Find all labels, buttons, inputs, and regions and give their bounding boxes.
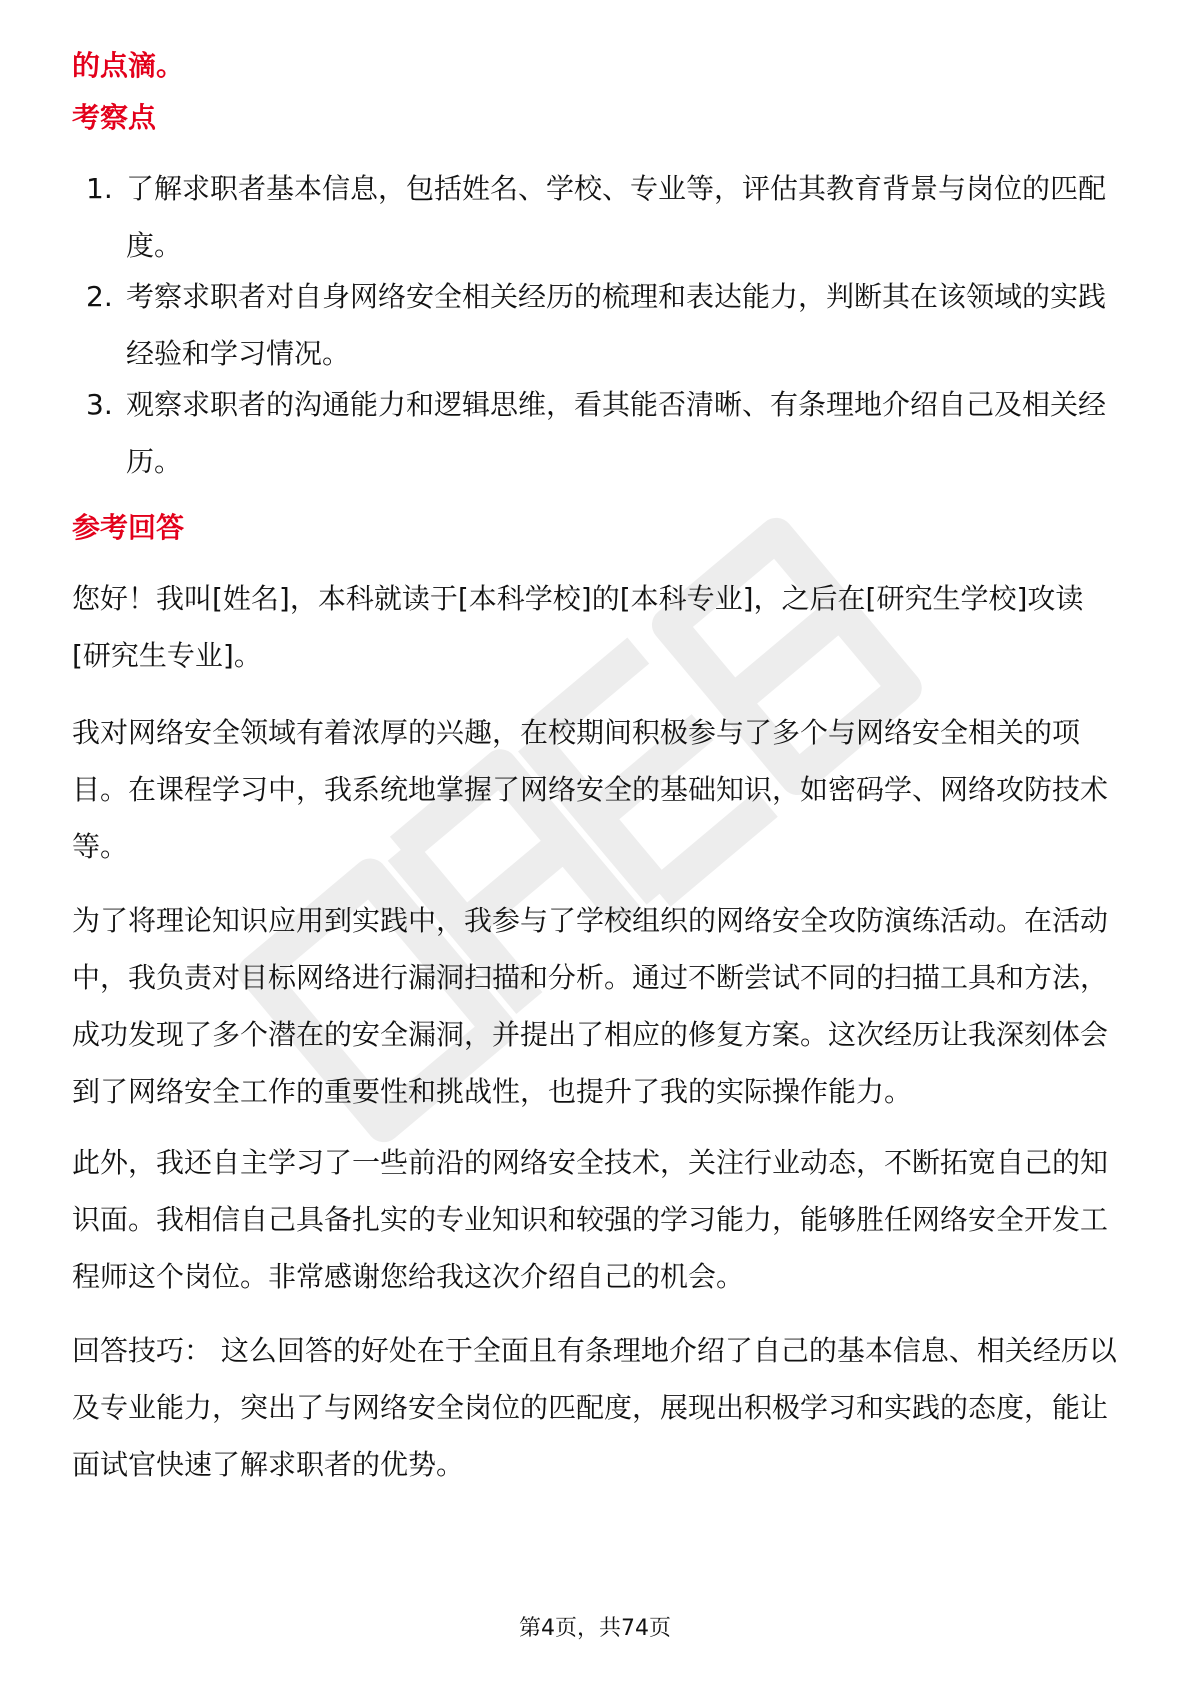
reference-answer-heading: 参考回答 <box>72 511 185 544</box>
top-fragment: 的点滴。 <box>72 49 185 82</box>
exam-point-text: 了解求职者基本信息，包括姓名、学校、专业等，评估其教育背景与岗位的匹配度。 <box>126 172 1107 262</box>
exam-point-number: 3. <box>86 388 113 421</box>
answer-paragraph: 为了将理论知识应用到实践中，我参与了学校组织的网络安全攻防演练活动。在活动中，我负责对目标网络进行漏洞扫描和分析。通过不断尝试不同的扫描工具和方法，成功发现了多个潜在的安全漏洞，并提出了相应的修复方案。这次经历让我深刻体会到了网络安全工作的重要性和挑战性，也提升了我的实际操作能力。 <box>72 904 1109 1108</box>
answer-paragraph: 此外，我还自主学习了一些前沿的网络安全技术，关注行业动态，不断拓宽自己的知识面。我相信自己具备扎实的专业知识和较强的学习能力，能够胜任网络安全开发工程师这个岗位。非常感谢您给我这次介绍自己的机会。 <box>72 1146 1109 1293</box>
exam-point-item <box>86 376 1126 490</box>
exam-points-heading: 考察点 <box>72 101 157 134</box>
exam-point-text: 考察求职者对自身网络安全相关经历的梳理和表达能力，判断其在该领域的实践经验和学习情况。 <box>126 280 1107 370</box>
exam-point-number: 1. <box>86 172 113 205</box>
page-number: 第4页，共74页 <box>519 1616 671 1641</box>
answer-tips-paragraph: 回答技巧： 这么回答的好处在于全面且有条理地介绍了自己的基本信息、相关经历以及专业能力，突出了与网络安全岗位的匹配度，展现出积极学习和实践的态度，能让面试官快速了解求职者的优势。 <box>72 1334 1117 1481</box>
exam-point-text: 观察求职者的沟通能力和逻辑思维，看其能否清晰、有条理地介绍自己及相关经历。 <box>126 388 1107 478</box>
answer-paragraph: 我对网络安全领域有着浓厚的兴趣，在校期间积极参与了多个与网络安全相关的项目。在课程学习中，我系统地掌握了网络安全的基础知识，如密码学、网络攻防技术等。 <box>72 716 1109 863</box>
answer-paragraph: 您好！我叫[姓名]，本科就读于[本科学校]的[本科专业]，之后在[研究生学校]攻读[研究生专业]。 <box>72 582 1084 672</box>
exam-point-item <box>86 268 1126 382</box>
exam-point-number: 2. <box>86 280 113 313</box>
exam-point-item <box>86 160 1126 274</box>
